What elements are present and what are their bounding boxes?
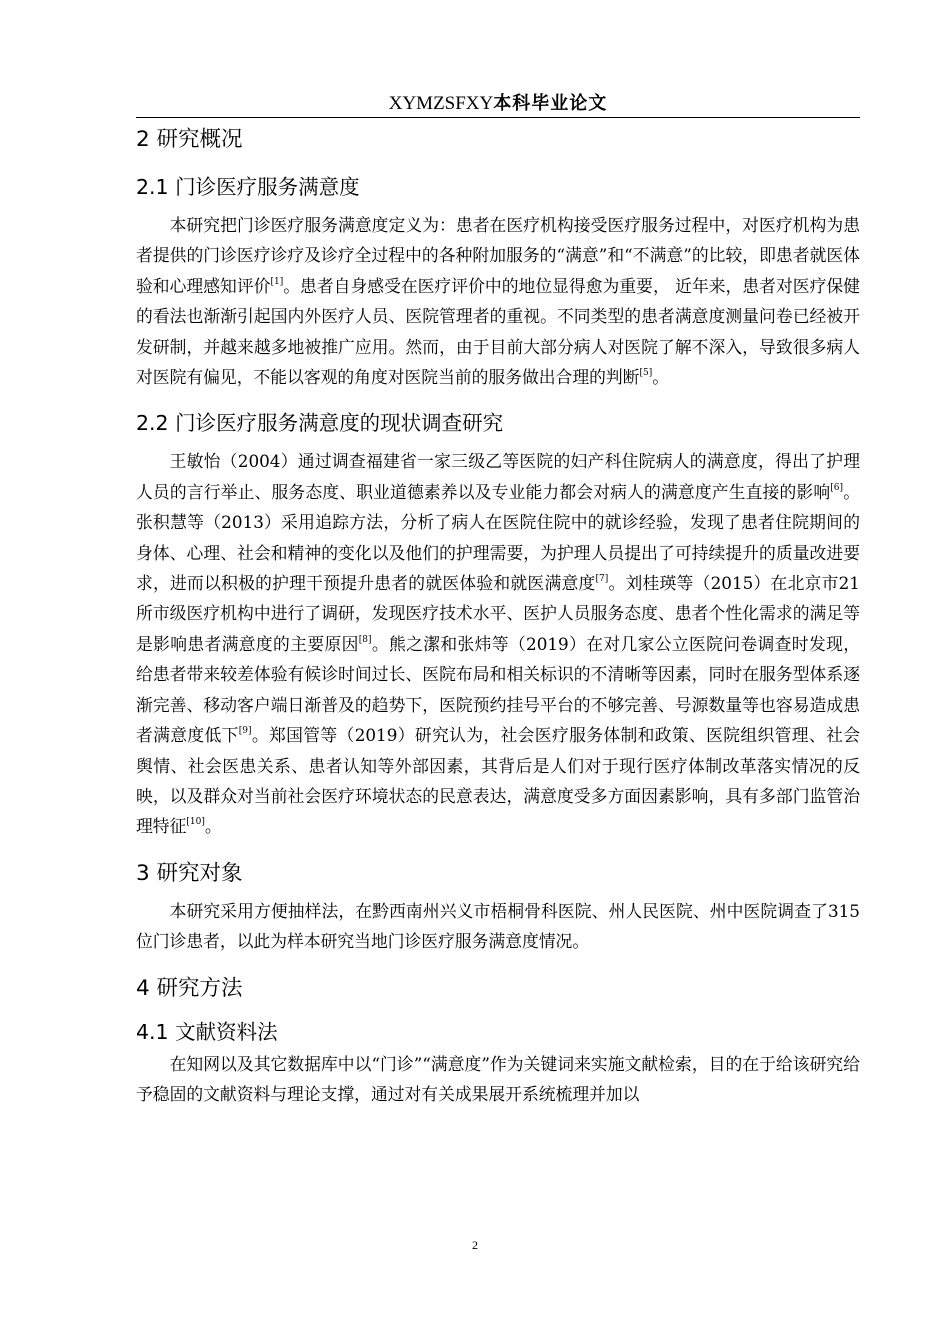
heading-section-3: 3 研究对象 xyxy=(136,860,243,886)
text-run: 。张积慧等（2013）采用追踪方法，分析了病人在医院住院中的就诊经验，发现了患者住院期间的身体、心理、社会和精神的变化以及他们的护理需要，为护理人员提出了可持续提升的质量改进要求，进而以积极的护理干预提升患者的就医体验和就医满意度 xyxy=(136,481,860,594)
page-header xyxy=(136,92,860,118)
citation-7: [7] xyxy=(595,574,609,585)
citation-6: [6] xyxy=(830,482,844,493)
paragraph-3: 本研究采用方便抽样法，在黔西南州兴义市梧桐骨科医院、州人民医院、州中医院调查了315位门诊患者，以此为样本研究当地门诊医疗服务满意度情况。 xyxy=(136,900,860,952)
citation-8: [8] xyxy=(358,634,372,645)
page-body xyxy=(136,118,860,1109)
text-run: 。刘桂瑛等（2015）在北京市21所市级医疗机构中进行了调研，发现医疗技术水平、医护人员服务态度、患者个性化需求的满足等是影响患者满意度的主要原因 xyxy=(136,573,860,654)
paragraph-2-2 xyxy=(136,446,860,841)
paragraph-4-1: 在知网以及其它数据库中以“门诊”“满意度”作为关键词来实施文献检索，目的在于给该研究给予稳固的文献资料与理论支撑，通过对有关成果展开系统梳理并加以 xyxy=(136,1053,860,1104)
heading-section-4: 4 研究方法 xyxy=(136,975,243,1001)
citation-10: [10] xyxy=(186,817,205,828)
text-run: 。郑国管等（2019）研究认为，社会医疗服务体制和政策、医院组织管理、社会舆情、社会医患关系、患者认知等外部因素，其背后是人们对于现行医疗体制改革落实情况的反映，以及群众对当前社会医疗环境状态的民意表达，满意度受多方面因素影响，具有多部门监管治理特征 xyxy=(136,725,860,837)
heading-section-2: 2 研究概况 xyxy=(136,127,243,152)
citation-1: [1] xyxy=(270,276,284,287)
heading-section-2-2: 2.2 门诊医疗服务满意度的现状调查研究 xyxy=(136,411,504,436)
text-run: 。 xyxy=(652,367,669,388)
header-title: 本科毕业论文 xyxy=(493,93,608,114)
text-run: 王敏怡（2004）通过调查福建省一家三级乙等医院的妇产科住院病人的满意度，得出了护理人员的言行举止、服务态度、职业道德素养以及专业能力都会对病人的满意度产生直接的影响 xyxy=(136,451,860,502)
text-run: 。 xyxy=(204,816,222,837)
header-latin: XYMZSFXY xyxy=(388,93,494,114)
text-run: 。患者自身感受在医疗评价中的地位显得愈为重要， 近年来，患者对医疗保健的看法也渐渐引起国内外医疗人员、医院管理者的重视。不同类型的患者满意度测量问卷已经被开发研制，并越来越多地被推广应用。然而，由于目前大部分病人对医院了解不深入，导致很多病人对医院有偏见，不能以客观的角度对医院当前的服务做出合理的判断 xyxy=(136,275,860,388)
text-run: 。熊之潔和张炜等（2019）在对几家公立医院问卷调查时发现，给患者带来较差体验有候诊时间过长、医院布局和相关标识的不清晰等因素，同时在服务型体系逐渐完善、移动客户端日渐普及的趋势下，医院预约挂号平台的不够完善、号源数量等也容易造成患者满意度低下 xyxy=(136,633,860,746)
heading-section-2-1: 2.1 门诊医疗服务满意度 xyxy=(136,175,360,199)
paragraph-2-1 xyxy=(136,210,860,392)
citation-5: [5] xyxy=(639,368,653,379)
text-run: 本研究把门诊医疗服务满意度定义为：患者在医疗机构接受医疗服务过程中，对医疗机构为患者提供的门诊医疗诊疗及诊疗全过程中的各种附加服务的“满意”和“不满意”的比较，即患者就医体验和心理感知评价 xyxy=(136,215,860,296)
citation-9: [9] xyxy=(238,726,252,737)
page-number: 2 xyxy=(472,1238,478,1252)
heading-section-4-1: 4.1 文献资料法 xyxy=(136,1019,278,1044)
